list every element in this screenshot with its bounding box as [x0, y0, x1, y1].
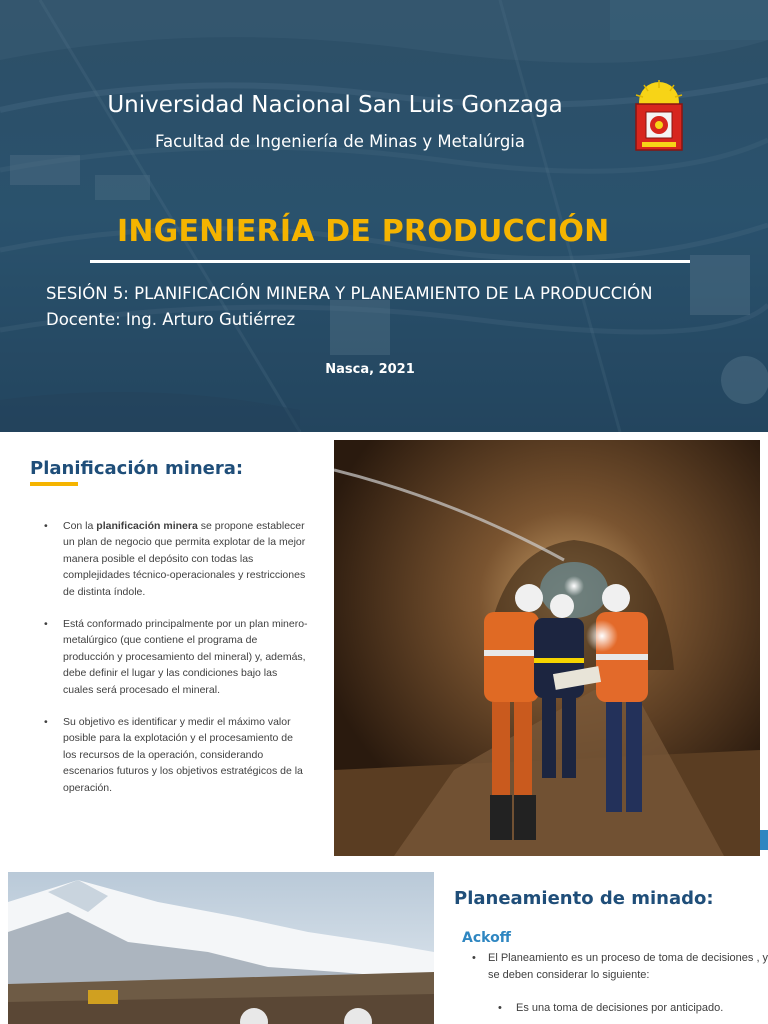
- sub-bullet-item: • Es una toma de decisiones por anticipado.: [498, 1000, 768, 1017]
- faculty-name: Facultad de Ingeniería de Minas y Metalúrgia: [154, 132, 526, 151]
- bullet-bold-term: planificación minera: [96, 520, 198, 532]
- bullet-text: Con la: [63, 520, 97, 532]
- slide-heading: Planificación minera:: [30, 458, 244, 479]
- bullet-item: [44, 714, 309, 796]
- title-slide: [0, 0, 768, 432]
- bullet-item: [44, 518, 309, 600]
- bullet-text: Está conformado principalmente por un plan minero-metalúrgico (que contiene el programa de producción y procesamiento del mineral) y, además, debe definir el lugar y las condiciones bajo las cuales será procesado el mineral.: [63, 618, 308, 696]
- snowy-mountain-mine-photo: [8, 872, 434, 1024]
- slide-corner-mark: [760, 830, 768, 850]
- teacher-name: Docente: Ing. Arturo Gutiérrez: [46, 310, 296, 329]
- slide-heading: Planeamiento de minado:: [454, 888, 714, 909]
- underground-miners-photo: [334, 440, 760, 856]
- session-title: SESIÓN 5: PLANIFICACIÓN MINERA Y PLANEAMIENTO DE LA PRODUCCIÓN: [46, 284, 653, 303]
- bullet-list: [44, 518, 309, 812]
- bullet-text: se propone establecer un plan de negocio que permita explotar de la mejor manera posible el depósito con todas las complejidades técnico-operacionales y restricciones de distinta índole.: [63, 520, 306, 598]
- slide-subheading: Ackoff: [462, 930, 512, 946]
- title-divider: [90, 260, 690, 263]
- university-name: Universidad Nacional San Luis Gonzaga: [107, 92, 563, 118]
- place-year: Nasca, 2021: [325, 362, 415, 377]
- heading-accent-bar: [30, 482, 78, 486]
- university-seal-icon: [626, 80, 692, 160]
- planning-slide: [0, 432, 768, 864]
- course-title: INGENIERÍA DE PRODUCCIÓN: [117, 214, 610, 249]
- bullet-text: Su objetivo es identificar y medir el máximo valor posible para la explotación y el procesamiento de los recursos de la operación, considerando escenarios futuros y los objetivos estratégicos de la operación.: [63, 716, 303, 794]
- mining-plan-slide: [0, 864, 768, 1024]
- bullet-item: [44, 616, 309, 698]
- bullet-item: • El Planeamiento es un proceso de toma de decisiones , y se deben considerar lo siguiente:: [472, 950, 768, 984]
